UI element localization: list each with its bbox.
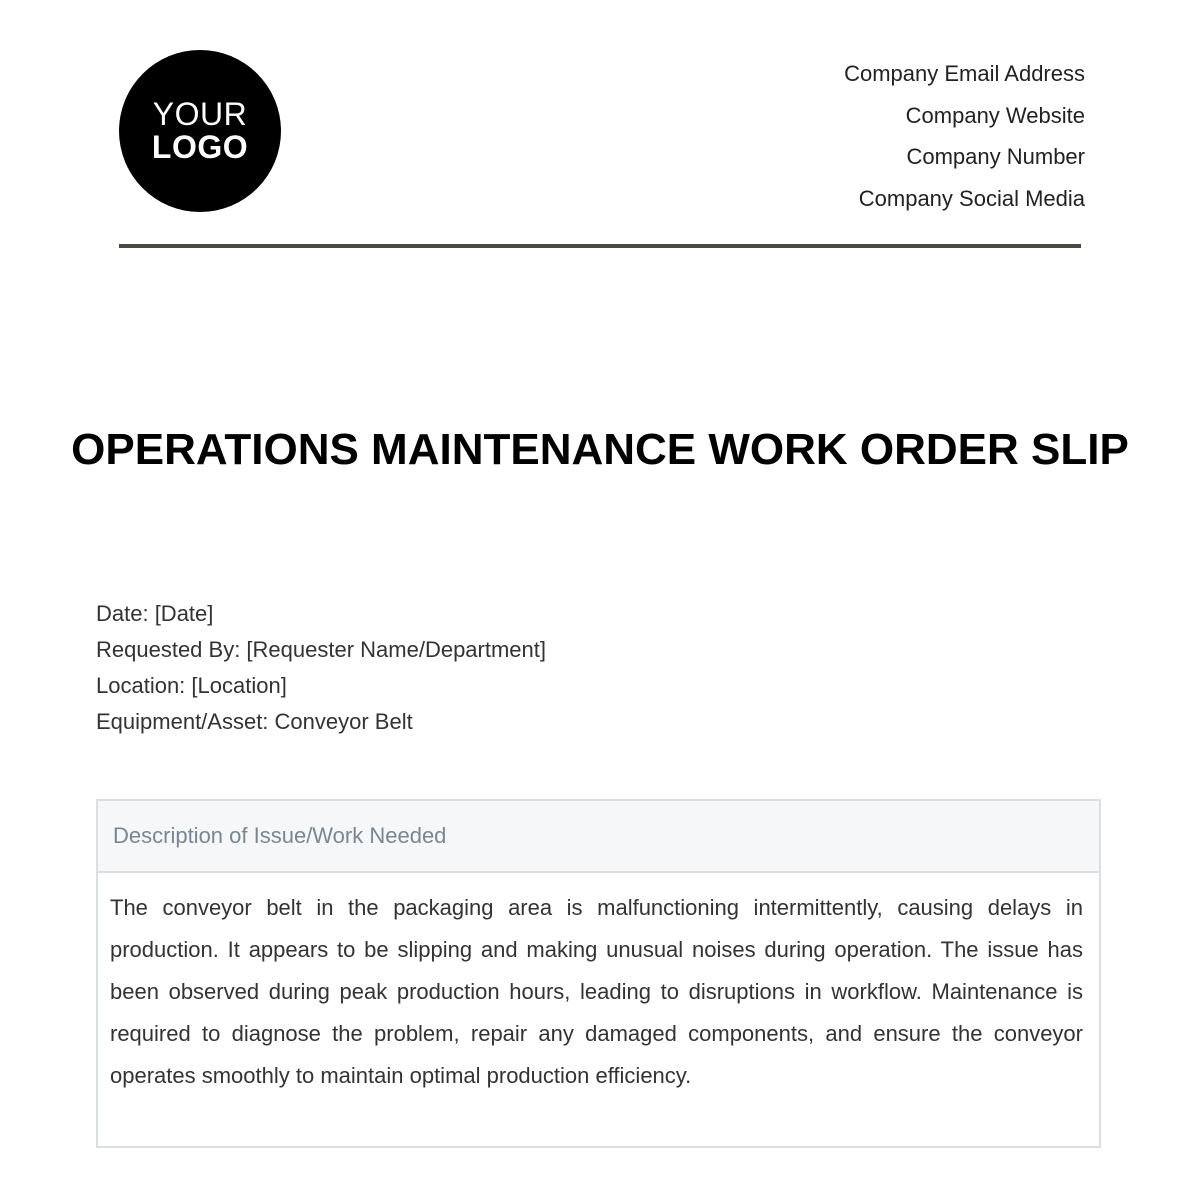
company-website: Company Website bbox=[905, 102, 1085, 128]
date-field: Date: [Date] bbox=[96, 601, 214, 626]
description-panel bbox=[96, 799, 1101, 1148]
work-order-details bbox=[96, 596, 546, 740]
company-logo bbox=[119, 50, 281, 212]
requested-by-field: Requested By: [Requester Name/Department] bbox=[96, 637, 547, 662]
description-heading: Description of Issue/Work Needed bbox=[98, 801, 1099, 873]
document-title: OPERATIONS MAINTENANCE WORK ORDER SLIP bbox=[71, 425, 1129, 474]
company-email: Company Email Address bbox=[844, 61, 1085, 86]
description-body: The conveyor belt in the packaging area is malfunctioning intermittently, causing delays in production. It appears to be slipping and making unusual noises during operation. The issue has been observed during peak production hours, leading to disruptions in workflow. Maintenance is required to diagnose the problem, repair any damaged components, and ensure the conveyor operates smoothly to maintain optimal production efficiency. bbox=[110, 895, 1083, 1088]
equipment-field: Equipment/Asset: Conveyor Belt bbox=[96, 709, 413, 734]
company-number: Company Number bbox=[906, 144, 1085, 169]
logo-line-1: YOUR bbox=[152, 96, 248, 132]
header-divider bbox=[119, 244, 1081, 248]
company-social-media: Company Social Media bbox=[858, 185, 1085, 211]
company-contact-block bbox=[844, 53, 1085, 219]
logo-line-2: LOGO bbox=[151, 129, 249, 165]
location-field: Location: [Location] bbox=[96, 673, 287, 698]
